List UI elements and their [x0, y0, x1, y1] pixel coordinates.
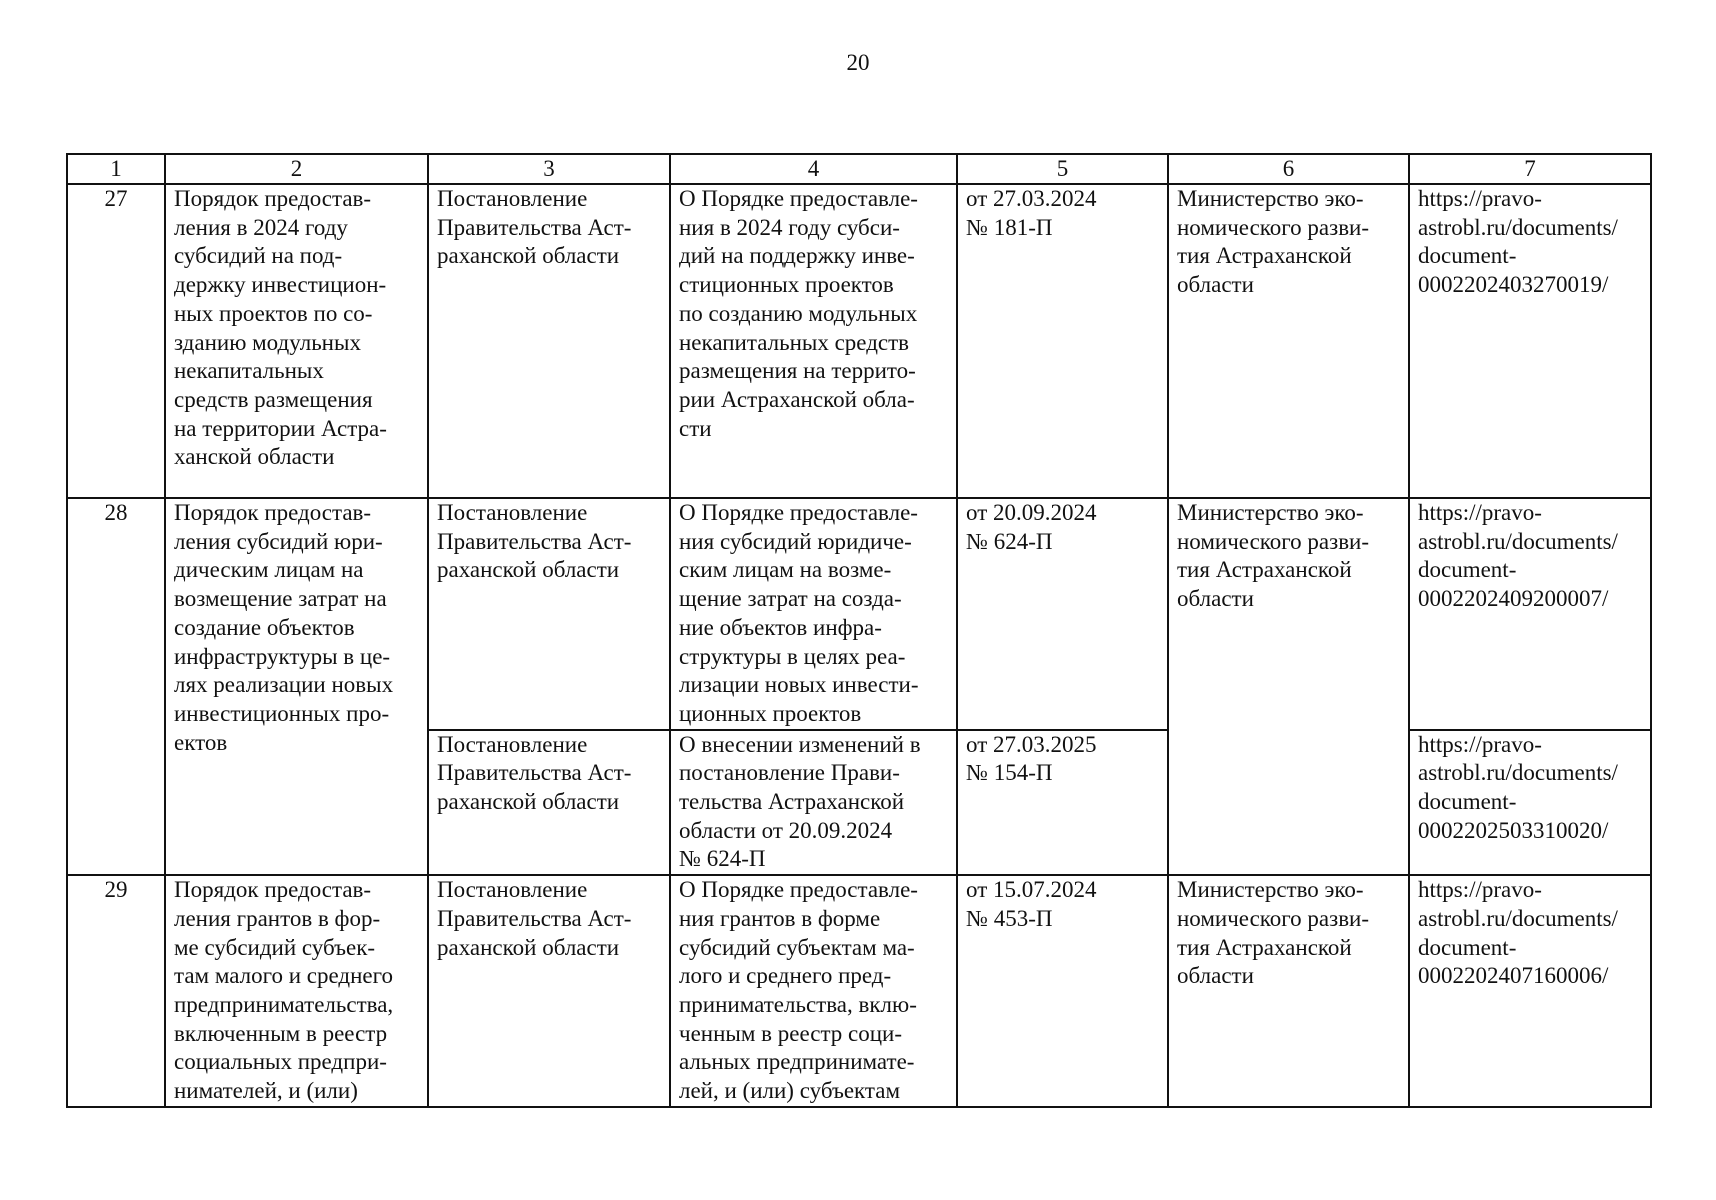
document-link-text[interactable]: https://pravo- astrobl.ru/documents/ document- 0002202403270019/ [1418, 186, 1618, 298]
procedure-name-text: Порядок предостав- ления в 2024 году субсидий на под- держку инвестицион- ных проектов по со- зданию модульных некапитальных средств размещения на территории Астра- ханской области [174, 186, 387, 470]
document-link-text[interactable]: https://pravo- astrobl.ru/documents/ document- 0002202407160006/ [1418, 877, 1618, 989]
table-body [67, 184, 1651, 1107]
act-type [428, 875, 670, 1107]
responsible-ministry-text: Министерство эко- номического разви- тия Астраханской области [1177, 186, 1370, 298]
act-title [670, 498, 957, 730]
responsible-ministry [1168, 875, 1409, 1107]
procedure-name [165, 184, 428, 498]
act-type [428, 498, 670, 730]
document-link [1409, 875, 1651, 1107]
responsible-ministry [1168, 184, 1409, 498]
act-date-number [957, 184, 1168, 498]
document-link [1409, 498, 1651, 730]
column-number-1: 1 [67, 154, 165, 184]
procedure-name-text: Порядок предостав- ления субсидий юри- дическим лицам на возмещение затрат на создание объектов инфраструктуры в це- лях реализации новых инвестиционных про- ектов [174, 500, 394, 755]
responsible-ministry-text: Министерство эко- номического разви- тия Астраханской области [1177, 877, 1370, 989]
act-title-text: О Порядке предоставле- ния субсидий юридиче- ским лицам на возме- щение затрат на созда- ние объектов инфра- структуры в целях реа- лизации новых инвести- ционных проектов [679, 500, 919, 726]
act-title-text: О Порядке предоставле- ния грантов в форме субсидий субъектам ма- лого и среднего пред- принимательства, вклю- ченным в реестр соци- альных предпринимате- лей, и (или) субъектам [679, 877, 918, 1104]
table-header [67, 154, 1651, 184]
act-date-number [957, 875, 1168, 1107]
table-row [67, 184, 1651, 498]
row-number: 29 [67, 875, 165, 1107]
column-number-5: 5 [957, 154, 1168, 184]
column-number-3: 3 [428, 154, 670, 184]
document-link [1409, 730, 1651, 876]
act-title-text: О внесении изменений в постановление Прави- тельства Астраханской области от 20.09.2024 № 624-П [679, 731, 921, 872]
responsible-ministry [1168, 498, 1409, 875]
act-date-number-text: от 27.03.2025 № 154-П [966, 731, 1097, 786]
row-number: 27 [67, 184, 165, 498]
procedure-name [165, 498, 428, 875]
responsible-ministry-text: Министерство эко- номического разви- тия Астраханской области [1177, 500, 1370, 612]
column-number-6: 6 [1168, 154, 1409, 184]
act-type-text: Постановление Правительства Аст- раханской области [437, 500, 632, 583]
act-date-number [957, 730, 1168, 876]
document-link-text[interactable]: https://pravo- astrobl.ru/documents/ document- 0002202409200007/ [1418, 500, 1618, 612]
procedure-name-text: Порядок предостав- ления грантов в фор- ме субсидий субъек- там малого и среднего предпринимательства, включенным в реестр социальных предпри- нимателей, и (или) [174, 877, 394, 1104]
header-row [67, 154, 1651, 184]
page-number: 20 [846, 50, 870, 75]
act-type-text: Постановление Правительства Аст- раханской области [437, 877, 632, 960]
column-number-4: 4 [670, 154, 957, 184]
act-type [428, 730, 670, 876]
act-date-number-text: от 15.07.2024 № 453-П [966, 877, 1097, 931]
act-title [670, 184, 957, 498]
table-row [67, 875, 1651, 1107]
document-link-text[interactable]: https://pravo- astrobl.ru/documents/ document- 0002202503310020/ [1418, 731, 1618, 843]
row-number: 28 [67, 498, 165, 875]
act-type-text: Постановление Правительства Аст- раханской области [437, 731, 632, 815]
act-date-number-text: от 27.03.2024 № 181-П [966, 186, 1097, 240]
act-type [428, 184, 670, 498]
column-number-2: 2 [165, 154, 428, 184]
procedure-name [165, 875, 428, 1107]
act-date-number [957, 498, 1168, 730]
document-link [1409, 184, 1651, 498]
registry-table [66, 153, 1652, 1108]
act-title [670, 730, 957, 876]
act-title-text: О Порядке предоставле- ния в 2024 году субси- дий на поддержку инве- стиционных проектов по созданию модульных некапитальных средств размещения на террито- рии Астраханской обла- сти [679, 186, 918, 441]
act-title [670, 875, 957, 1107]
column-number-7: 7 [1409, 154, 1651, 184]
act-type-text: Постановление Правительства Аст- раханской области [437, 186, 632, 269]
table-row [67, 498, 1651, 730]
act-date-number-text: от 20.09.2024 № 624-П [966, 500, 1097, 554]
